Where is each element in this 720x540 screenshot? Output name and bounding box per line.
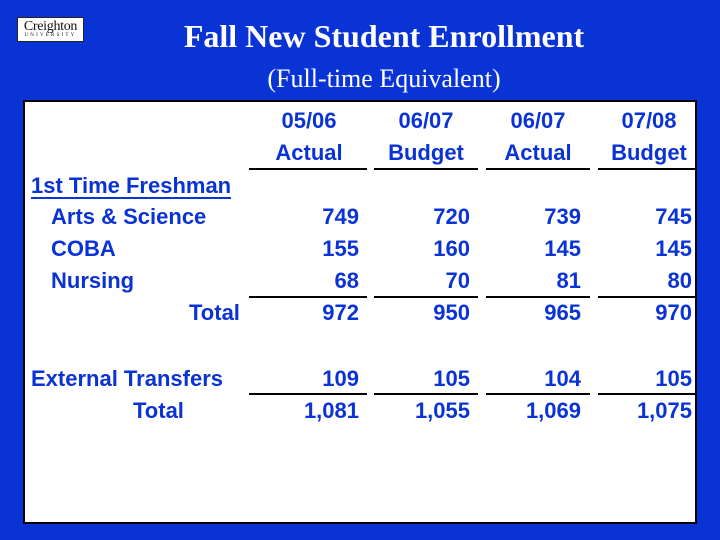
logo-subtitle: UNIVERSITY [24, 32, 77, 38]
grand-total-label: Total [133, 398, 184, 423]
subtotal-rule [249, 296, 367, 298]
table-cell: 104 [544, 366, 581, 391]
header-rule [486, 168, 590, 170]
table-cell: 160 [433, 236, 470, 261]
header-rule [598, 168, 696, 170]
logo-wordmark: Creighton [23, 18, 78, 34]
table-cell: 109 [322, 366, 359, 391]
table-cell: 972 [322, 300, 359, 325]
table-cell: 155 [322, 236, 359, 261]
subtotal-rule [486, 296, 590, 298]
table-cell: 80 [667, 268, 692, 293]
col-2-year: 06/07 [398, 108, 454, 133]
table-cell: 1,075 [636, 398, 692, 423]
total-rule [374, 393, 478, 395]
slide-subtitle: (Full-time Equivalent) [267, 64, 501, 93]
header-rule [249, 168, 367, 170]
row-label: Nursing [51, 268, 135, 293]
table-cell: 970 [655, 300, 692, 325]
freshman-total-label: Total [189, 300, 240, 325]
row-label: Arts & Science [51, 204, 207, 229]
total-rule [249, 393, 367, 395]
table-cell: 105 [655, 366, 692, 391]
transfers-label: External Transfers [31, 366, 223, 391]
table-cell: 745 [655, 204, 692, 229]
col-3-kind: Actual [504, 140, 572, 165]
row-label: COBA [51, 236, 116, 261]
header-rule [374, 168, 478, 170]
col-1-kind: Actual [275, 140, 343, 165]
table-cell: 1,069 [525, 398, 581, 423]
table-cell: 1,081 [303, 398, 359, 423]
total-rule [598, 393, 696, 395]
table-cell: 145 [655, 236, 692, 261]
table-cell: 950 [433, 300, 470, 325]
table-cell: 70 [445, 268, 470, 293]
slide-title: Fall New Student Enrollment [183, 18, 585, 54]
col-4-year: 07/08 [621, 108, 677, 133]
col-2-kind: Budget [388, 140, 464, 165]
subtotal-rule [598, 296, 696, 298]
col-3-year: 06/07 [510, 108, 566, 133]
table-cell: 105 [433, 366, 470, 391]
table-cell: 68 [334, 268, 359, 293]
freshman-heading: 1st Time Freshman [31, 173, 232, 198]
subtotal-rule [374, 296, 478, 298]
table-cell: 720 [433, 204, 470, 229]
table-cell: 965 [544, 300, 581, 325]
table-cell: 145 [544, 236, 581, 261]
table-cell: 749 [322, 204, 359, 229]
total-rule [486, 393, 590, 395]
table-cell: 739 [544, 204, 581, 229]
table-cell: 81 [556, 268, 581, 293]
col-4-kind: Budget [611, 140, 687, 165]
col-1-year: 05/06 [281, 108, 337, 133]
enrollment-table [23, 100, 697, 524]
table-cell: 1,055 [414, 398, 470, 423]
